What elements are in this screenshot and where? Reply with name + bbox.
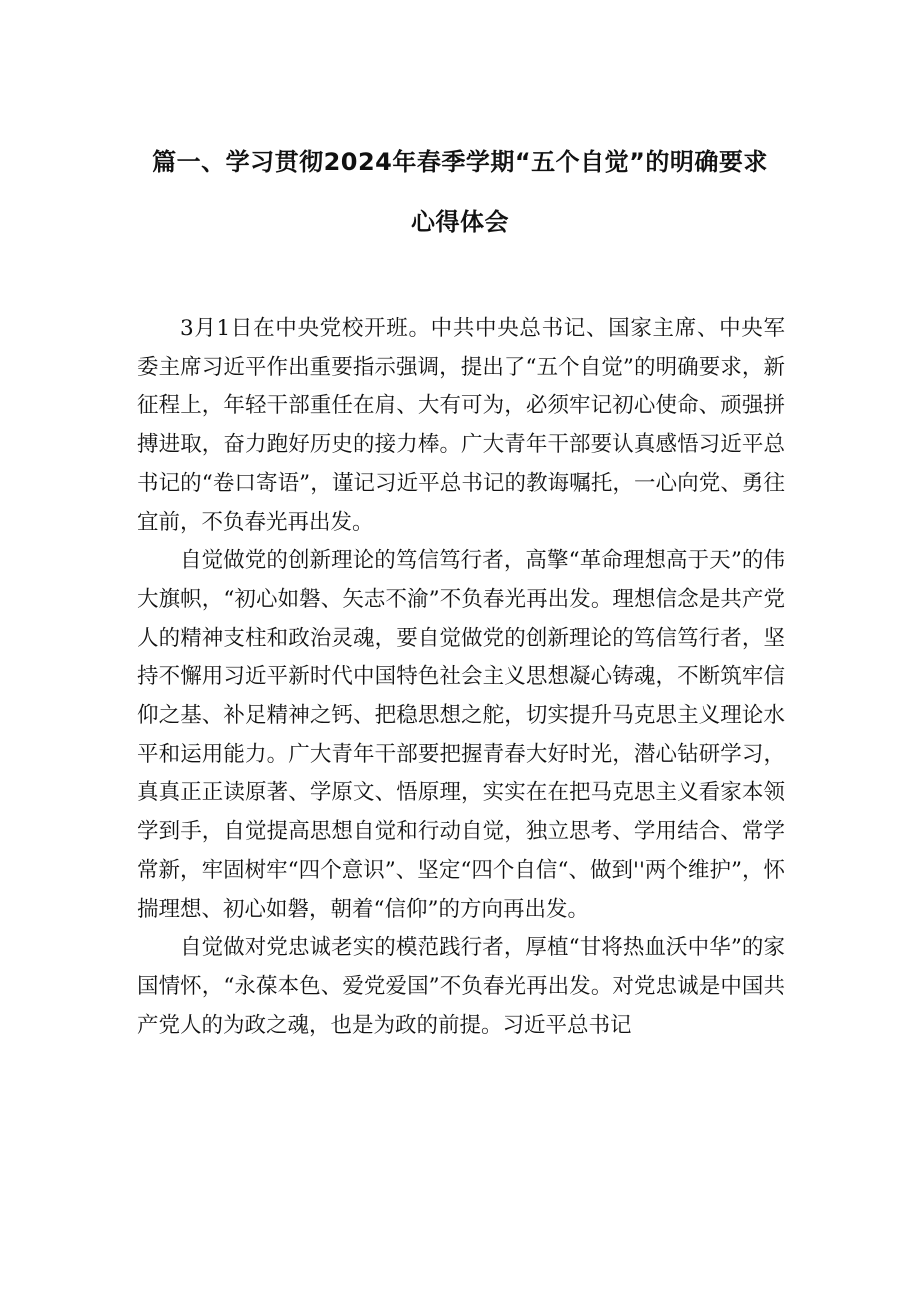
paragraph-1: 3月1日在中央党校开班。中共中央总书记、国家主席、中央军委主席习近平作出重要指示强调，提出了“五个自觉”的明确要求，新征程上，年轻干部重任在肩、大有可为，必须牢记初心使命、顽强拼搏进取，奋力跑好历史的接力棒。广大青年干部要认真感悟习近平总书记的“卷口寄语”，谨记习近平总书记的教诲嘱托，一心向党、勇往宜前，不负春光再出发。 — [137, 316, 785, 535]
document-body — [137, 310, 785, 1045]
paragraph-3: 自觉做对党忠诚老实的模范践行者，厚植“甘将热血沃中华”的家国情怀，“永葆本色、爱党爱国”不负春光再出发。对党忠诚是中国共产党人的为政之魂，也是为政的前提。习近平总书记 — [137, 935, 785, 1038]
document-title-line1: 篇一、学习贯彻2024年春季学期“五个自觉”的明确要求 — [152, 148, 768, 176]
paragraph-2: 自觉做党的创新理论的笃信笃行者，高擎“革命理想高于天”的伟大旗帜，“初心如磐、矢志不渝”不负春光再出发。理想信念是共产党人的精神支柱和政治灵魂，要自觉做党的创新理论的笃信笃行者，坚持不懈用习近平新时代中国特色社会主义思想凝心铸魂，不断筑牢信仰之基、补足精神之钙、把稳思想之舵，切实提升马克思主义理论水平和运用能力。广大青年干部要把握青春大好时光，潜心钻研学习，真真正正读原著、学原文、悟原理，实实在在把马克思主义看家本领学到手，自觉提高思想自觉和行动自觉，独立思考、学用结合、常学常新，牢固树牢“四个意识”、坚定“四个自信“、做到''两个维护”，怀揣理想、初心如磐，朝着“信仰”的方向再出发。 — [137, 548, 785, 922]
document-title-line2: 心得体会 — [411, 208, 509, 236]
